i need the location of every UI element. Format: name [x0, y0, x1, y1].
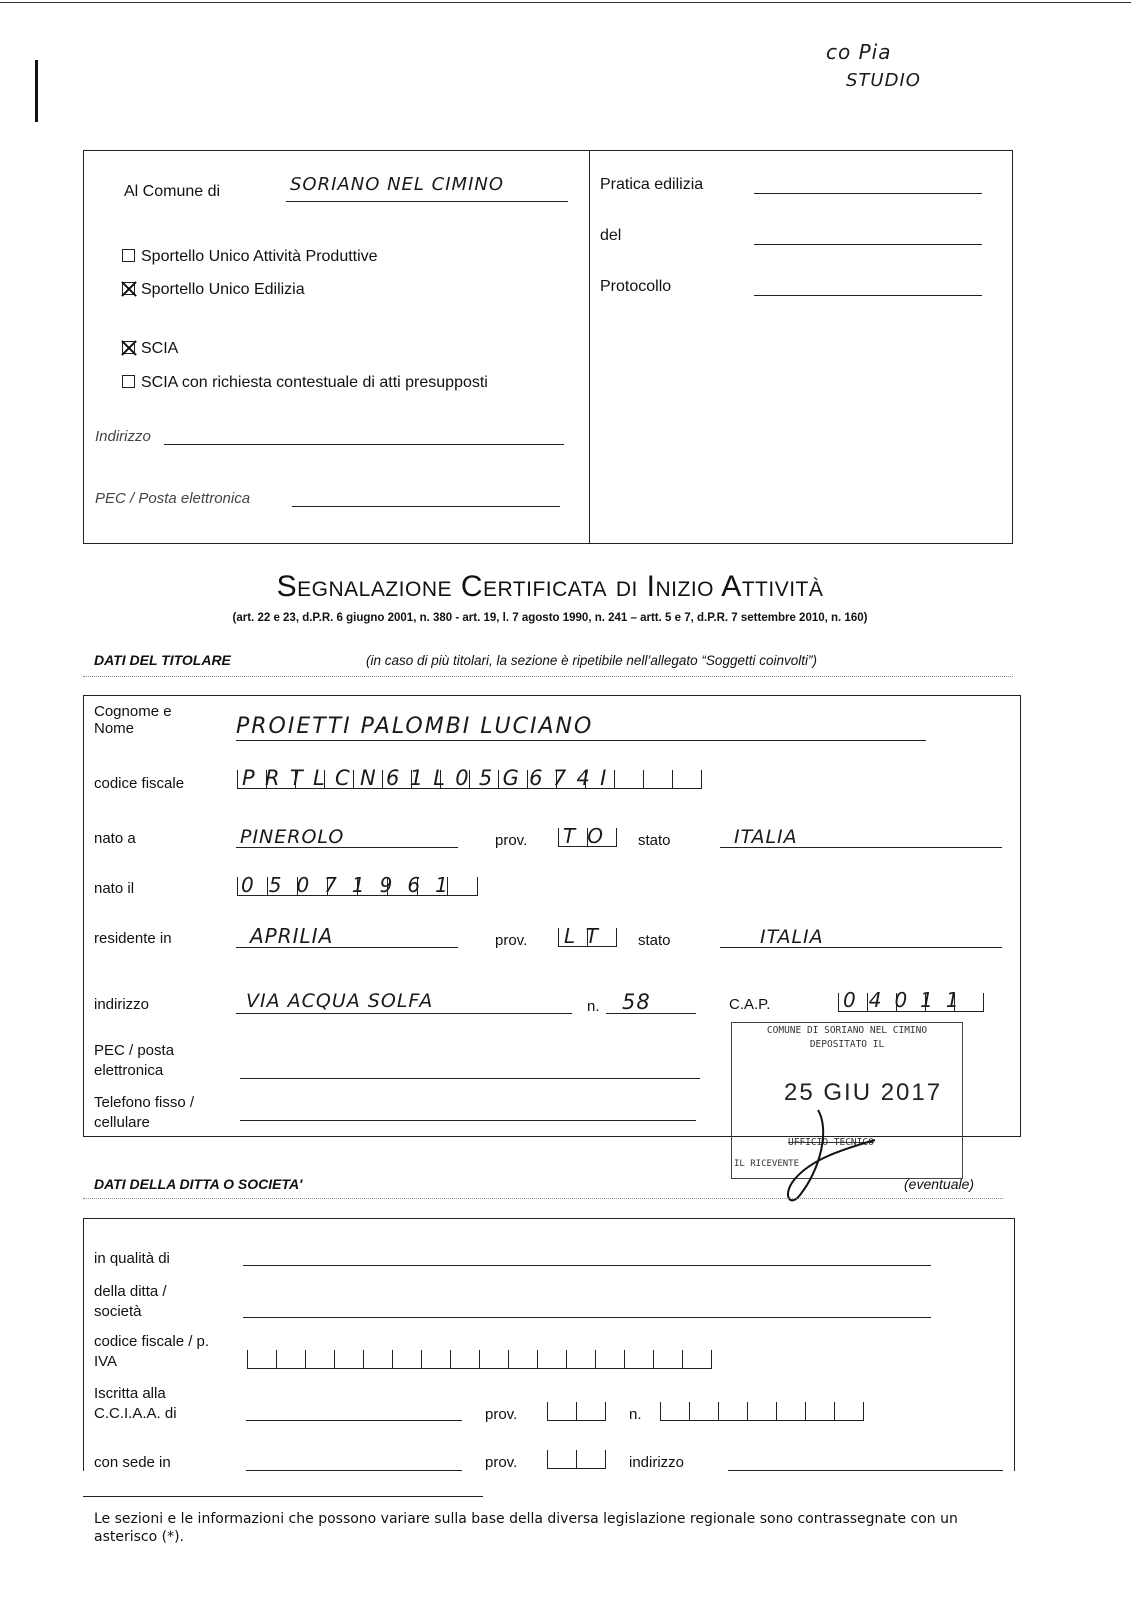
header-divider	[589, 150, 590, 544]
checkbox-scia[interactable]	[122, 341, 135, 354]
ditta-label: della ditta / società	[94, 1283, 167, 1320]
n-line	[606, 1013, 696, 1014]
cciaa-prov-comb[interactable]	[547, 1402, 606, 1421]
option-suap-label: Sportello Unico Attività Produttive	[141, 248, 378, 265]
stamp-line4: IL RICEVENTE	[734, 1159, 800, 1169]
stamp-line3: UFFICIO TECNICO	[788, 1137, 874, 1148]
option-sue[interactable]	[122, 281, 305, 299]
ditta-section-title: DATI DELLA DITTA O SOCIETA'	[94, 1176, 303, 1192]
nato-stato-value[interactable]: ITALIA	[734, 826, 798, 848]
ditta-eventuale: (eventuale)	[904, 1176, 975, 1192]
cf-value: PRTLCN61L05G674I	[242, 766, 617, 790]
titolare-section-note: (in caso di più titolari, la sezione è ripetibile nell’allegato “Soggetti coinvolti”)	[366, 653, 817, 668]
pec-label: PEC / Posta elettronica	[95, 490, 251, 507]
page-title: Segnalazione Certificata di Inizio Attività	[276, 570, 824, 603]
residente-label: residente in	[94, 930, 172, 947]
cf-label: codice fiscale	[94, 775, 185, 792]
cciaa-label: Iscritta alla C.C.I.A.A. di	[94, 1385, 177, 1422]
nato-a-line	[236, 847, 458, 848]
nato-il-label: nato il	[94, 880, 135, 897]
titolare-section-title: DATI DEL TITOLARE	[94, 652, 231, 668]
nato-a-value[interactable]: PINEROLO	[240, 826, 345, 848]
res-stato-label: stato	[638, 932, 671, 949]
nato-prov-label: prov.	[495, 832, 528, 849]
stamp-date: 25 GIU 2017	[784, 1079, 943, 1106]
residente-value[interactable]: APRILIA	[250, 924, 334, 948]
comune-value[interactable]: SORIANO NEL CIMINO	[290, 174, 505, 195]
annotation-top-1: co Pia	[826, 40, 892, 64]
top-rule	[0, 2, 1131, 3]
annotation-top-2: STUDIO	[846, 70, 921, 91]
stamp-line1: COMUNE DI SORIANO NEL CIMINO	[766, 1025, 928, 1036]
nome-line	[236, 740, 926, 741]
cciaa-line[interactable]	[246, 1420, 462, 1421]
indirizzo-line[interactable]	[164, 444, 564, 445]
del-line[interactable]	[754, 244, 982, 245]
stamp-line2: DEPOSITATO IL	[809, 1039, 885, 1050]
footnote-rule	[83, 1496, 483, 1497]
pratica-line[interactable]	[754, 193, 982, 194]
comune-label: Al Comune di	[124, 183, 221, 200]
option-scia-atti-label: SCIA con richiesta contestuale di atti presupposti	[141, 374, 488, 391]
sede-prov-comb[interactable]	[547, 1450, 606, 1469]
res-prov-value: LT	[564, 924, 611, 948]
nato-a-label: nato a	[94, 830, 136, 847]
del-label: del	[600, 227, 622, 244]
nome-value[interactable]: PROIETTI PALOMBI LUCIANO	[236, 714, 594, 739]
res-prov-label: prov.	[495, 932, 528, 949]
qualita-label: in qualità di	[94, 1250, 170, 1267]
ditta-heading-rule	[83, 1198, 1003, 1199]
nato-stato-label: stato	[638, 832, 671, 849]
nato-prov-value: TO	[563, 824, 615, 848]
ditta-cf-comb[interactable]	[247, 1350, 712, 1369]
ditta-line[interactable]	[243, 1317, 931, 1318]
checkbox-scia-atti[interactable]	[122, 375, 135, 388]
sede-indirizzo-label: indirizzo	[629, 1454, 685, 1471]
option-sue-label: Sportello Unico Edilizia	[141, 281, 305, 298]
comune-line	[286, 201, 568, 202]
indirizzo-tit-label: indirizzo	[94, 996, 150, 1013]
signature	[780, 1100, 890, 1210]
sede-label: con sede in	[94, 1454, 171, 1471]
ditta-box	[83, 1218, 1015, 1471]
pec-tit-line[interactable]	[240, 1078, 700, 1079]
qualita-line[interactable]	[243, 1265, 931, 1266]
cciaa-n-comb[interactable]	[660, 1402, 864, 1421]
cciaa-prov-label: prov.	[485, 1406, 518, 1423]
n-value[interactable]: 58	[622, 990, 651, 1014]
header-box	[83, 150, 1013, 544]
footnote: Le sezioni e le informazioni che possono variare sulla base della diversa legislazione regionale sono contrassegnate con un asterisco (*).	[94, 1511, 958, 1545]
sede-line[interactable]	[246, 1470, 462, 1471]
sede-indirizzo-line[interactable]	[728, 1470, 1003, 1471]
res-stato-line	[720, 947, 1002, 948]
checkbox-suap[interactable]	[122, 249, 135, 262]
page-subtitle: (art. 22 e 23, d.P.R. 6 giugno 2001, n. 380 - art. 19, l. 7 agosto 1990, n. 241 – artt. 5 e 7, d.P.R. 7 settembre 2010, n. 160)	[232, 612, 868, 624]
cciaa-n-label: n.	[629, 1406, 642, 1423]
option-suap[interactable]	[122, 248, 378, 266]
option-scia[interactable]	[122, 340, 178, 358]
protocollo-line[interactable]	[754, 295, 982, 296]
margin-mark	[35, 60, 38, 122]
nato-stato-line	[720, 847, 1002, 848]
pec-tit-label: PEC / posta elettronica	[94, 1042, 175, 1079]
protocollo-label: Protocollo	[600, 278, 672, 295]
pratica-label: Pratica edilizia	[600, 176, 704, 193]
indirizzo-label: Indirizzo	[95, 428, 151, 445]
titolare-heading-rule	[83, 676, 1013, 677]
res-stato-value[interactable]: ITALIA	[760, 926, 824, 948]
indirizzo-tit-line	[236, 1013, 572, 1014]
option-scia-atti[interactable]	[122, 374, 488, 392]
option-scia-label: SCIA	[141, 340, 179, 357]
cap-value: 04011	[843, 988, 972, 1012]
indirizzo-tit-value[interactable]: VIA ACQUA SOLFA	[246, 990, 434, 1012]
checkbox-sue[interactable]	[122, 282, 135, 295]
n-label: n.	[587, 998, 600, 1015]
residente-line	[236, 947, 458, 948]
nome-label: Cognome e Nome	[94, 703, 172, 737]
ditta-cf-label: codice fiscale / p. IVA	[94, 1333, 210, 1370]
sede-prov-label: prov.	[485, 1454, 518, 1471]
pec-line[interactable]	[292, 506, 560, 507]
tel-line[interactable]	[240, 1120, 696, 1121]
cap-label: C.A.P.	[729, 996, 771, 1013]
tel-label: Telefono fisso / cellulare	[94, 1094, 195, 1131]
nato-il-value: 05071961	[241, 873, 463, 897]
